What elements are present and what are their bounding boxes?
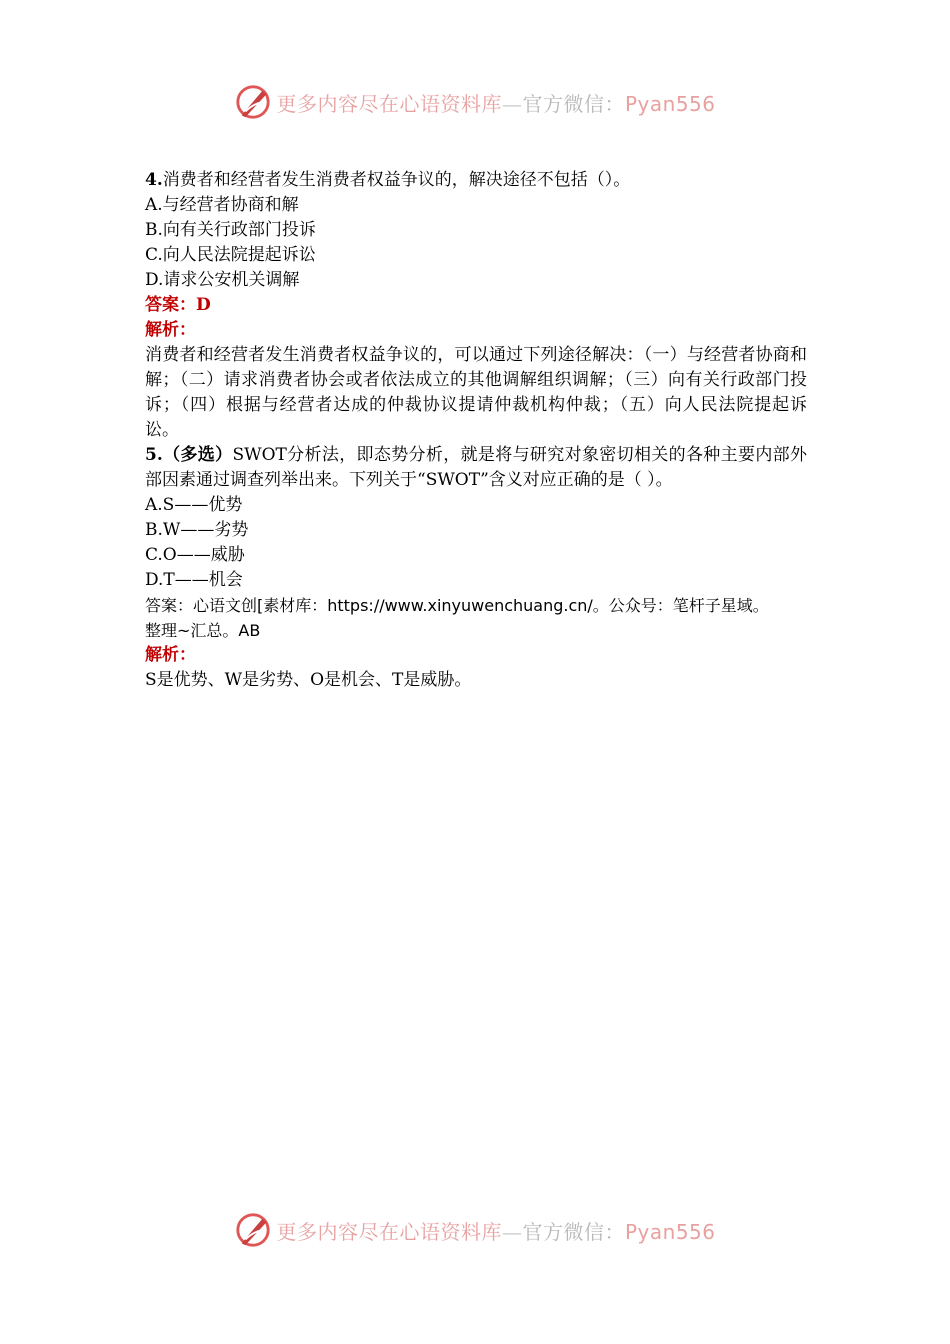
question-5: 5.（多选）SWOT分析法，即态势分析，就是将与研究对象密切相关的各种主要内部外部因素通过调查列举出来。下列关于“SWOT”含义对应正确的是（ ）。 xyxy=(145,445,807,490)
pen-logo-icon xyxy=(234,83,272,121)
q5-option-d: D.T——机会 xyxy=(145,570,243,590)
question-4: 4.消费者和经营者发生消费者权益争议的，解决途径不包括（）。 xyxy=(145,170,631,190)
q4-answer: 答案：D xyxy=(145,295,211,315)
q5-option-c: C.O——威胁 xyxy=(145,545,245,565)
pen-logo-icon xyxy=(234,1211,272,1249)
document-body xyxy=(145,168,807,693)
q5-answer-line-2: 整理~汇总。AB xyxy=(145,621,261,640)
q5-analysis: S是优势、W是劣势、O是机会、T是威胁。 xyxy=(145,670,472,690)
header-watermark xyxy=(0,80,950,124)
header-watermark-text: 更多内容尽在心语资料库—官方微信：Pyan556 xyxy=(276,91,716,116)
q5-option-a: A.S——优势 xyxy=(145,495,243,515)
q4-analysis: 消费者和经营者发生消费者权益争议的，可以通过下列途径解决：（一）与经营者协商和解；（二）请求消费者协会或者依法成立的其他调解组织调解；（三）向有关行政部门投诉；（四）根据与经营者达成的仲裁协议提请仲裁机构仲裁；（五）向人民法院提起诉讼。 xyxy=(145,345,807,440)
footer-watermark-text: 更多内容尽在心语资料库—官方微信：Pyan556 xyxy=(276,1219,716,1244)
q4-option-c: C.向人民法院提起诉讼 xyxy=(145,245,316,265)
footer-watermark xyxy=(0,1208,950,1252)
q4-analysis-label: 解析： xyxy=(145,320,196,340)
q5-answer-line-1: 答案：心语文创[素材库：https://www.xinyuwenchuang.cn/。公众号：笔杆子星域。 xyxy=(145,596,769,615)
q4-option-a: A.与经营者协商和解 xyxy=(145,195,299,215)
q5-analysis-label: 解析： xyxy=(145,645,196,665)
q4-option-b: B.向有关行政部门投诉 xyxy=(145,220,316,240)
q5-option-b: B.W——劣势 xyxy=(145,520,249,540)
q4-option-d: D.请求公安机关调解 xyxy=(145,270,300,290)
